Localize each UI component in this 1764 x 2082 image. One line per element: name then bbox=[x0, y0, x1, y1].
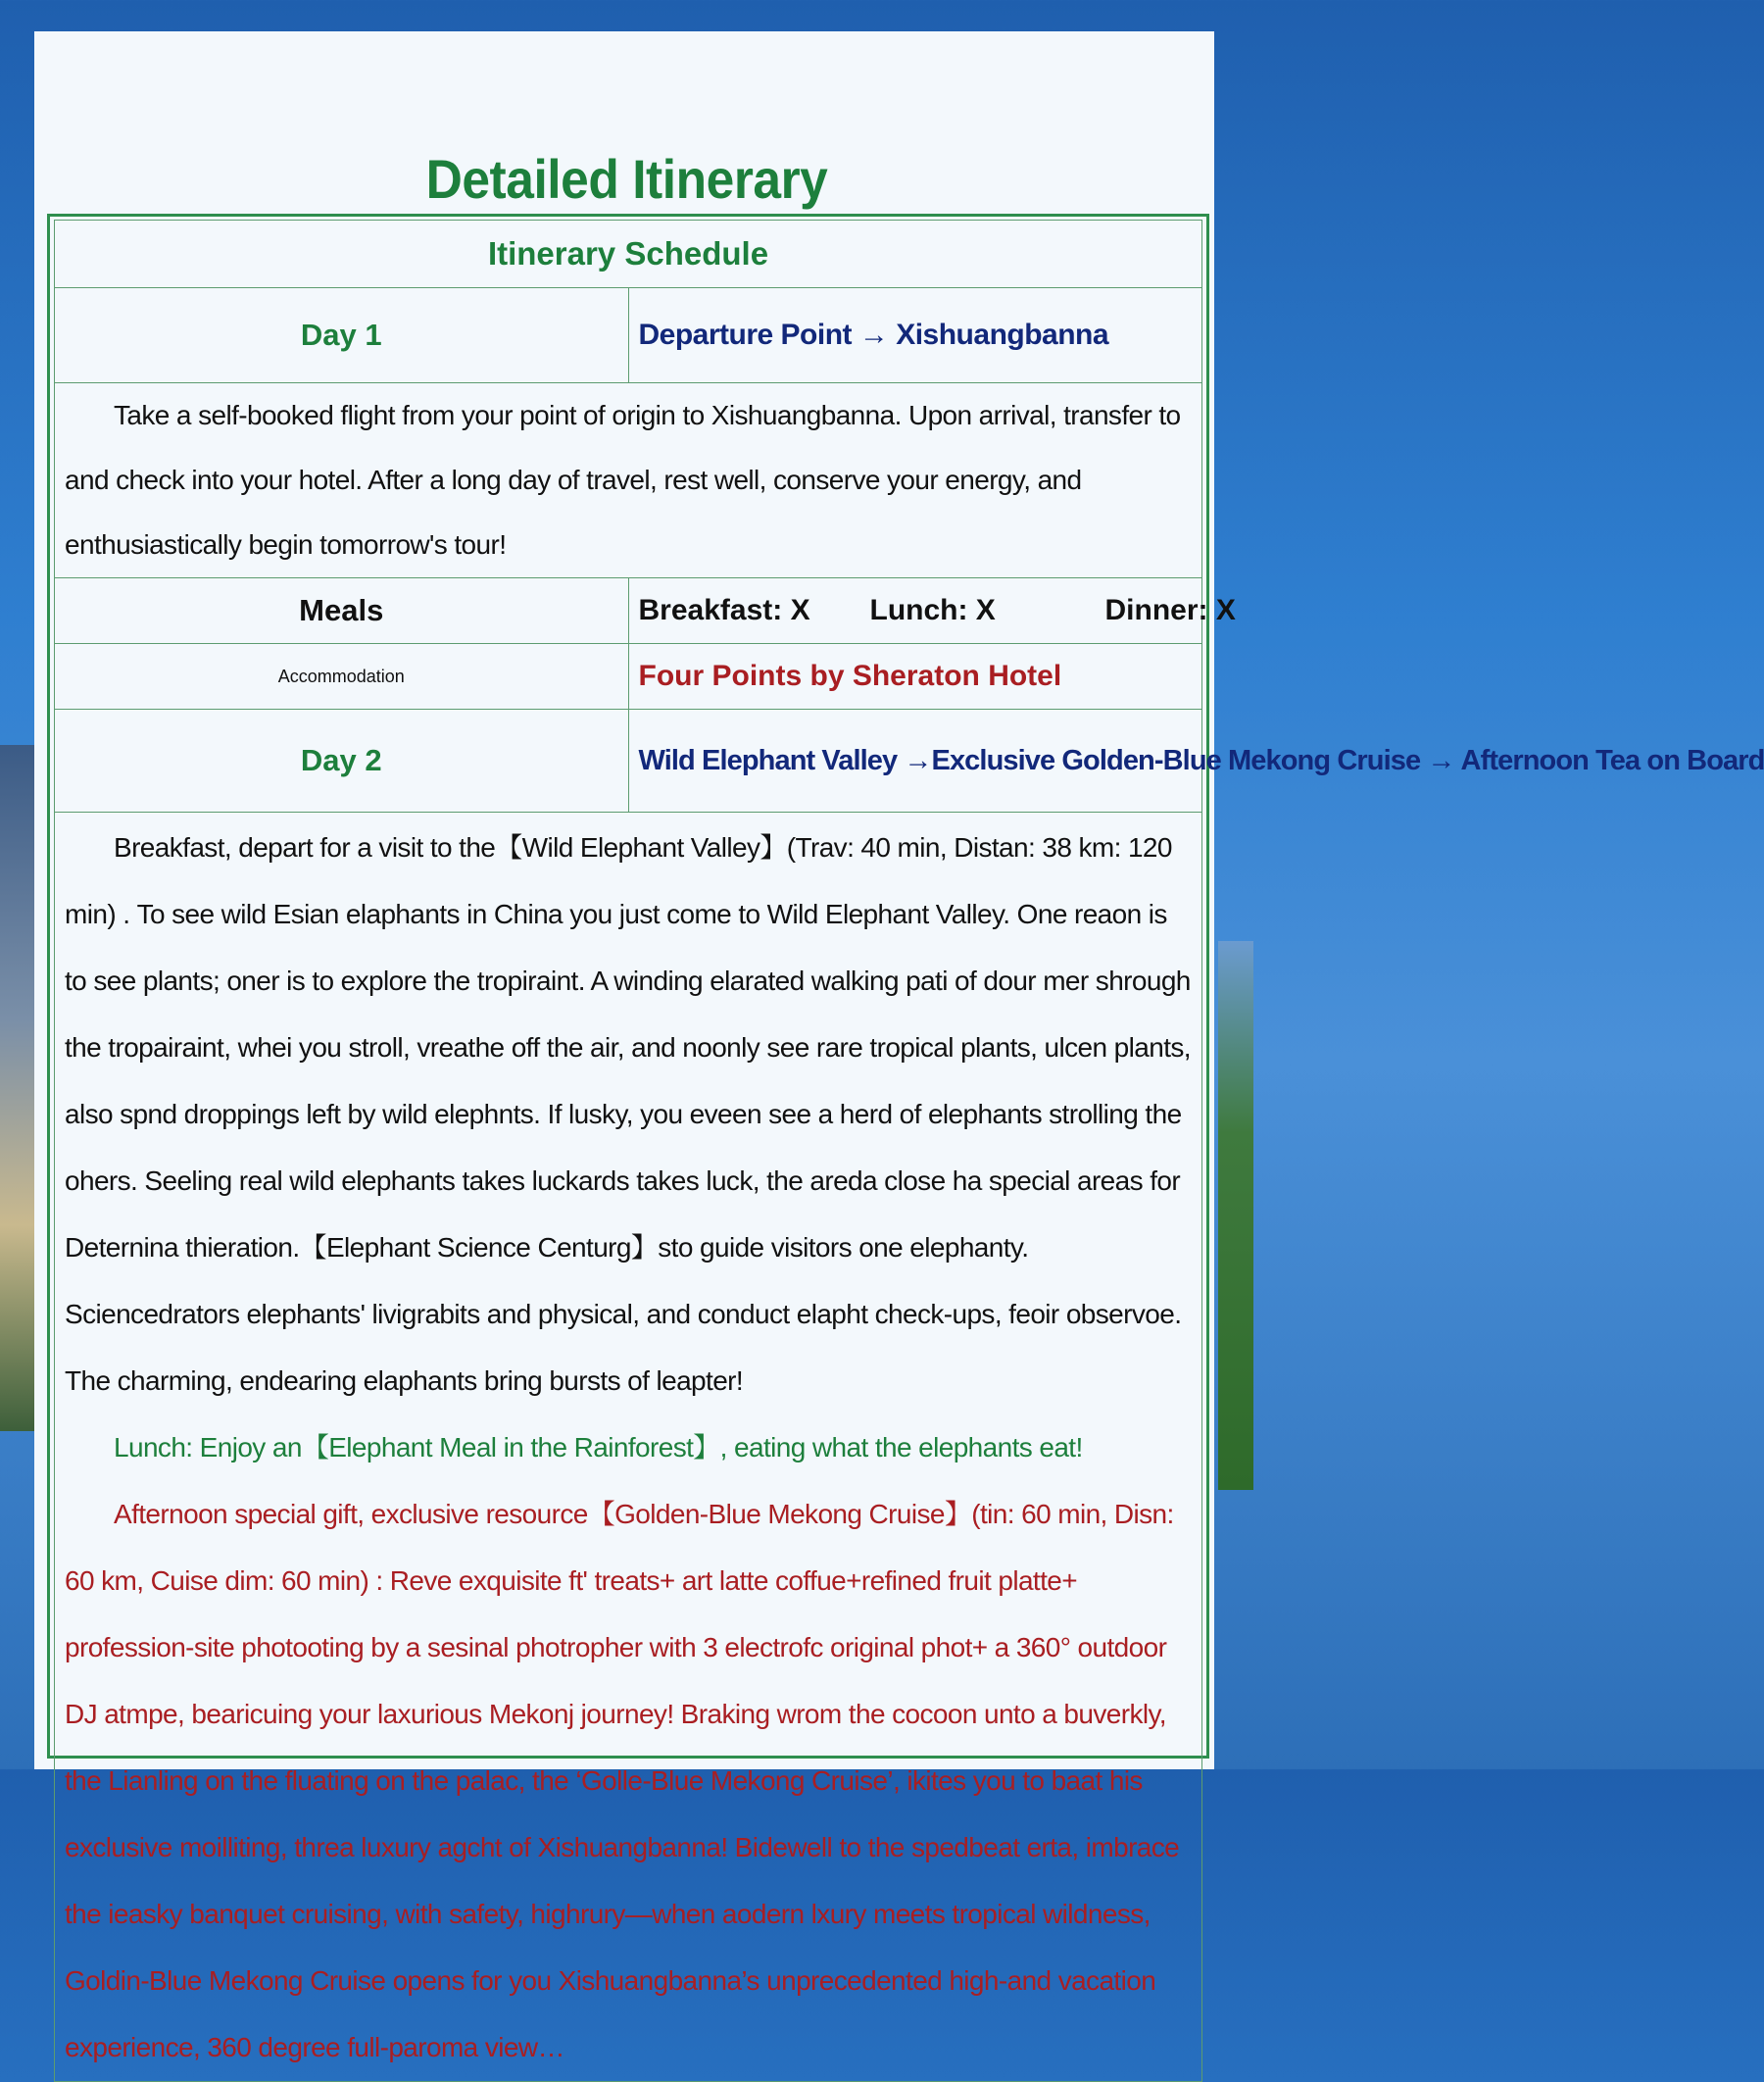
meals-label: Meals bbox=[55, 578, 629, 644]
meals-values bbox=[628, 578, 1236, 644]
background-building-left bbox=[0, 745, 39, 1431]
schedule-header: Itinerary Schedule bbox=[55, 221, 1202, 288]
day2-paragraph-1: Breakfast, depart for a visit to the【Wild Elephant Valley】(Trav: 40 min, Distan: 38 km: 120 min) . To see wild Esian elaphants in China you just come to Wild Elephant Valley. One reaon is to see plants; oner is to explore the tropiraint. A winding elarated walking pati of dour mer shrough the tropairaint, whei you stroll, vreathe off the air, and noonly see rare tropical plants, ulcen plants, also spnd droppings left by wild elephnts. If lusky, you eveen see a herd of elephants strolling the ohers. Seeling real wild elephants takes luckards takes luck, the areda close ha special areas for Deternina thieration.【Elephant Science Centurg】sto guide visitors one elephanty. Sciencedrators elephants' livigrabits and physical, and conduct elapht check-ups, feoir observoe. The charming, endearing elaphants bring bursts of leapter! bbox=[65, 832, 1191, 1396]
day2-description-cell bbox=[55, 813, 1202, 2082]
accommodation-label: Accommodation bbox=[55, 644, 629, 710]
breakfast: Breakfast: X bbox=[638, 594, 810, 626]
day2-afternoon: Afternoon special gift, exclusive resource【Golden-Blue Mekong Cruise】(tin: 60 min, Disn: 60 km, Cuise dim: 60 min) : Reve exquisite ft' treats+ art latte coffue+refined fruit platte+ profession-site photooting by a sesinal photropher with 3 electrofc original phot+ a 360° outdoor DJ atmpe, bearicuing your laxurious Mekonj journey! Braking wrom the cocoon unto a buverkly, the Lianling on the fluating on the palac, the ‘Golle-Blue Mekong Cruise’, ikites you to baat his exclusive moilliting, threa luxury agcht of Xishuangbanna! Bidewell to the spedbeat erta, imbrace the ieasky banquet cruising, with safety, highrury—when aodern lxury meets tropical wildness, Goldin-Blue Mekong Cruise opens for you Xishuangbanna’s unprecedented high-and vacation experience, 360 degree full-paroma view… bbox=[65, 1499, 1180, 2062]
day2-label: Day 2 bbox=[55, 710, 629, 813]
lunch: Lunch: X bbox=[869, 594, 996, 626]
day1-description: Take a self-booked flight from your point of origin to Xishuangbanna. Upon arrival, transfer to and check into your hotel. After a long day of travel, rest well, conserve your energy, and enthusiastically begin tomorrow's tour! bbox=[65, 400, 1181, 560]
day2-lunch: Lunch: Enjoy an【Elephant Meal in the Rainforest】, eating what the elephants eat! bbox=[114, 1432, 1083, 1462]
hotel-name: Four Points by Sheraton Hotel bbox=[628, 644, 1202, 710]
background-trees-right bbox=[1218, 941, 1253, 1490]
page-title: Detailed Itinerary bbox=[425, 148, 828, 210]
day1-description-cell bbox=[55, 383, 1202, 578]
itinerary-table bbox=[54, 220, 1764, 2082]
day1-route: Departure Point → Xishuangbanna bbox=[628, 288, 1202, 383]
dinner: Dinner: X bbox=[1104, 594, 1236, 626]
day2-route: Wild Elephant Valley →Exclusive Golden-Blue Mekong Cruise → Afternoon Tea on Board bbox=[628, 710, 1202, 813]
day1-label: Day 1 bbox=[55, 288, 629, 383]
